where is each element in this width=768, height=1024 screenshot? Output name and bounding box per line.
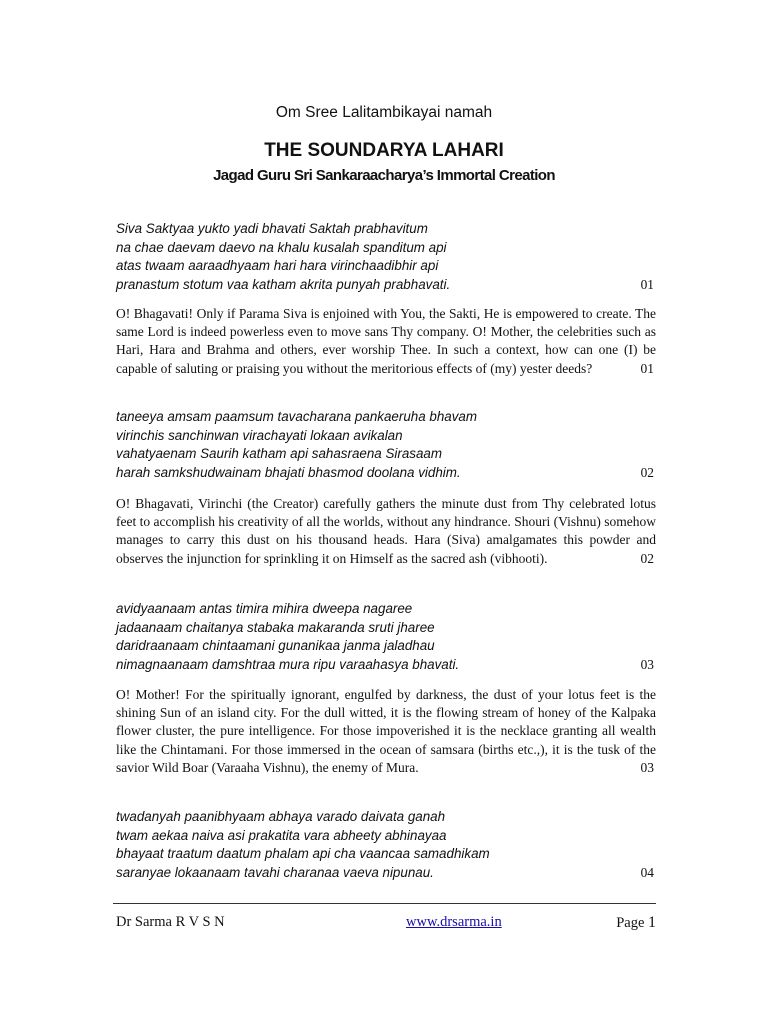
meaning-number: 02 bbox=[640, 550, 654, 566]
verse-line-text: harah samkshudwainam bhajati bhasmod doolana vidhim. bbox=[116, 464, 461, 480]
verse-number: 04 bbox=[640, 864, 654, 880]
verse-line-text: pranastum stotum vaa katham akrita punyah prabhavati. bbox=[116, 276, 451, 292]
verse-line: Siva Saktyaa yukto yadi bhavati Saktah prabhavitum bbox=[116, 221, 428, 236]
verse-number: 03 bbox=[640, 656, 654, 672]
meaning-number: 03 bbox=[640, 759, 654, 775]
footer-page-number bbox=[616, 914, 656, 932]
verse-1 bbox=[116, 220, 656, 294]
verse-line: daridraanaam chintaamani gunanikaa janma jaladhau bbox=[116, 638, 435, 654]
verse-line: jadaanaam chaitanya stabaka makaranda sruti jharee bbox=[116, 619, 435, 635]
verse-3 bbox=[116, 600, 656, 674]
invocation-line: Om Sree Lalitambikayai namah bbox=[275, 104, 493, 121]
verse-line: twam aekaa naiva asi prakatita vara abheety abhinayaa bbox=[116, 827, 447, 843]
verse-number: 01 bbox=[640, 276, 654, 292]
verse-line-text: nimagnaanaam damshtraa mura ripu varaahasya bhavati. bbox=[116, 656, 460, 672]
verse-line bbox=[116, 464, 656, 483]
footer-website-link[interactable]: www.drsarma.in bbox=[406, 914, 502, 930]
verse-line: avidyaanaam antas timira mihira dweepa nagaree bbox=[116, 601, 413, 616]
footer-author: Dr Sarma R V S N bbox=[116, 914, 225, 930]
page-number: 1 bbox=[648, 914, 656, 931]
meaning-number: 01 bbox=[640, 360, 654, 376]
verse-3-meaning bbox=[116, 686, 656, 777]
verse-line: na chae daevam daevo na khalu kusalah spanditum api bbox=[116, 239, 447, 255]
verse-line: twadanyah paanibhyaam abhaya varado daivata ganah bbox=[116, 809, 446, 824]
verse-1-meaning bbox=[116, 305, 656, 378]
document-subtitle: Jagad Guru Sri Sankaraacharya’s Immortal Creation bbox=[213, 167, 555, 184]
meaning-text: O! Mother! For the spiritually ignorant, engulfed by darkness, the dust of your lotus feet is the shining Sun of an island city. For the dull witted, it is the flowing stream of honey of the Kalpaka flower cluster, the pure intelligence. For those impoverished it is the necklace granting all wealth like the Chintamani. For those immersed in the ocean of samsara (births etc.,), it is the tusk of the savior Wild Boar (Varaaha Vishnu), the enemy of Mura. bbox=[116, 687, 656, 775]
verse-line: virinchis sanchinwan virachayati lokaan avikalan bbox=[116, 427, 403, 443]
verse-line: bhayaat traatum daatum phalam api cha vaancaa samadhikam bbox=[116, 846, 490, 862]
verse-line-text: saranyae lokaanaam tavahi charanaa vaeva nipunau. bbox=[116, 864, 434, 880]
meaning-text: O! Bhagavati, Virinchi (the Creator) carefully gathers the minute dust from Thy celebrated lotus feet to accomplish his creativity of all the worlds, without any hindrance. Shouri (Vishnu) somehow manages to carry this dust on his thousand heads. Hara (Siva) amalgamates this powder and observes the injunction for sprinkling it on Himself as the sacred ash (vibhooti). bbox=[116, 496, 656, 566]
verse-line: vahatyaenam Saurih katham api sahasraena Sirasaam bbox=[116, 446, 443, 462]
footer-divider bbox=[113, 903, 656, 904]
verse-number: 02 bbox=[640, 464, 654, 480]
verse-line: taneeya amsam paamsum tavacharana pankaeruha bhavam bbox=[116, 409, 478, 424]
page-label: Page bbox=[616, 915, 645, 931]
verse-4 bbox=[116, 808, 656, 882]
verse-line: atas twaam aaraadhyaam hari hara virinchaadibhir api bbox=[116, 258, 439, 274]
document-title: THE SOUNDARYA LAHARI bbox=[264, 140, 504, 161]
meaning-text: O! Bhagavati! Only if Parama Siva is enjoined with You, the Sakti, He is empowered to create. The same Lord is indeed powerless even to move sans Thy company. O! Mother, the celebrities such as Hari, Hara and Brahma and others, ever worship Thee. In such a context, how can one (I) be capable of saluting or praising you without the meritorious effects of (my) yester deeds? bbox=[116, 306, 656, 376]
verse-2-meaning bbox=[116, 495, 656, 568]
verse-2 bbox=[116, 408, 656, 482]
verse-line bbox=[116, 864, 656, 883]
page-footer bbox=[116, 912, 656, 934]
verse-line bbox=[116, 656, 656, 675]
verse-line bbox=[116, 276, 656, 295]
